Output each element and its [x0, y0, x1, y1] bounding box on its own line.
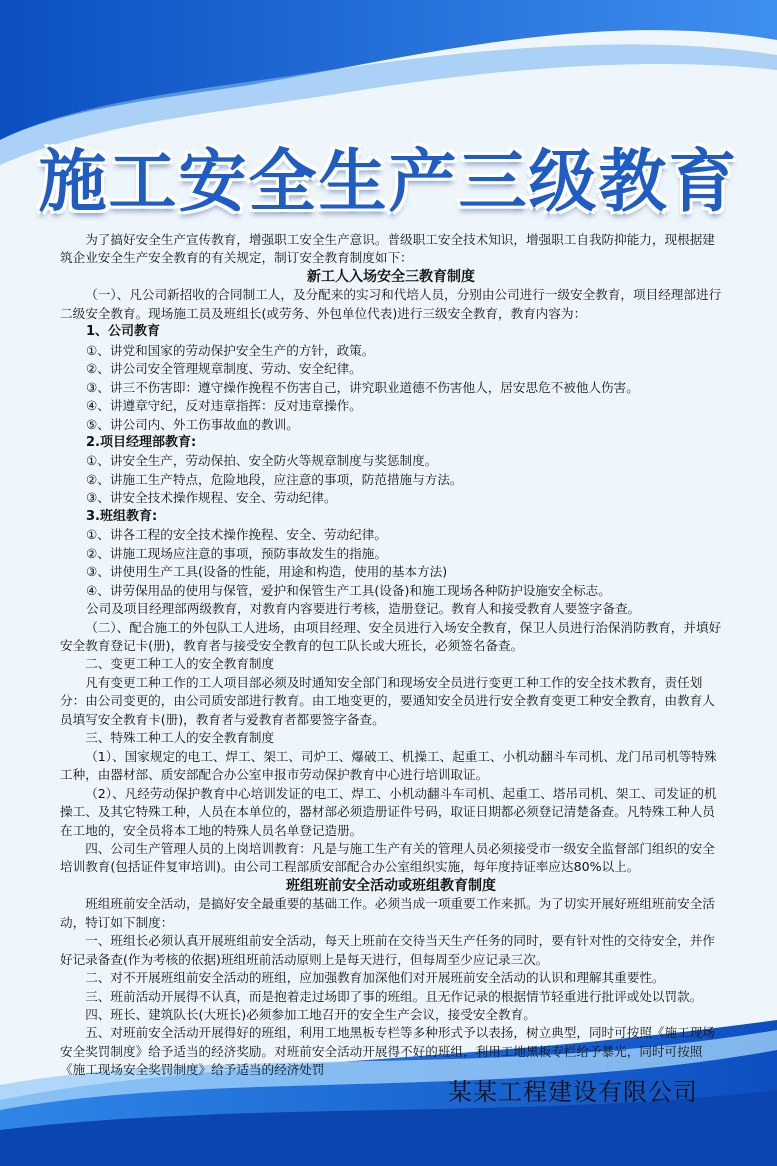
paragraph: 四、班长、建筑队长(大班长)必须参加工地召开的安全生产会议，接受安全教育。 — [85, 1007, 536, 1023]
list-item: ①、讲各工程的安全技术操作挽程、安全、劳动纪律。 — [86, 527, 387, 543]
paragraph: 班组班前安全活动，是搞好安全最重要的基础工作。必须当成一项重要工作来抓。为了切实开展好班组班前安全活动，特订如下制度： — [60, 896, 715, 930]
section-heading: 班组班前安全活动或班组教育制度 — [286, 877, 496, 894]
subsection-heading: 1、公司教育 — [86, 324, 161, 340]
subsection-heading: 2.项目经理部教育: — [86, 434, 197, 450]
list-item: ③、讲使用生产工具(设备的性能，用途和构造，使用的基本方法) — [86, 564, 448, 580]
list-item: ③、讲三不伤害即：遵守操作挽程不伤害自己，讲究职业道德不伤害他人，居安思危不被他人伤害。 — [86, 379, 639, 395]
list-item: ④、讲遵章守纪，反对违章指挥：反对违章操作。 — [86, 398, 362, 414]
paragraph: 四、公司生产管理人员的上岗培训教育：凡是与施工生产有关的管理人员必须接受市一级安全监督部门组织的安全培训教育(包括证件复审培训)。由公司工程部质安部配合办公室组织实施，每年度持证率应达80%以上。 — [60, 840, 715, 875]
list-item: ①、讲安全生产，劳动保拍、安全防火等规章制度与奖惩制度。 — [86, 453, 438, 469]
paragraph: 凡有变更工种工作的工人项目部必须及时通知安全部门和现场安全员进行变更工种工作的安全技术教育，责任划分：由公司变更的，由公司质安部进行教育。由工地变更的，要通知安全员进行安全教育变更工种安全教育，由教育人员填写安全教育卡(册)，教育者与爱教育者都要签字备查。 — [60, 674, 715, 727]
list-item: ②、讲公司安全管理规章制度、劳动、安全纪律。 — [86, 361, 362, 377]
paragraph: 二、变更工种工人的安全教育制度 — [85, 656, 275, 672]
paragraph: （一）、凡公司新招收的合同制工人，及分配来的实习和代培人员，分别由公司进行一级安全教育，项目经理部进行二级安全教育。现场施工员及班组长(或劳务、外包单位代表)进行三级安全教育，教育内容为： — [60, 287, 722, 321]
paragraph: 为了搞好安全生产宣传教育，增强职工安全生产意识。普级职工安全技术知识，增强职工自我防抑能力，现根据建筑企业安全生产安全教育的有关规定，制订安全教育制度如下： — [60, 232, 715, 266]
poster-title: 施工安全生产三级教育 — [38, 143, 739, 222]
company-name: 某某工程建设有限公司 — [448, 1078, 698, 1106]
paragraph: （1）、国家规定的电工、焊工、架工、司炉工、爆破工、机操工、起重工、小机动翻斗车司机、龙门吊司机等特殊工种，由器材部、质安部配合办公室申报市劳动保护教育中心进行培训取证。 — [60, 748, 717, 783]
list-item: ⑤、讲公司内、外工伤事故血的教训。 — [86, 416, 299, 432]
list-item: ②、讲施工生产特点，危险地段，应注意的事项，防范措施与方法。 — [86, 471, 463, 487]
paragraph: 二、对不开展班组前安全活动的班组，应加强教育加深他们对开展班前安全活动的认识和理解其重要性。 — [85, 970, 665, 986]
subsection-heading: 3.班组教育: — [86, 508, 158, 524]
list-item: ④、讲劳保用品的使用与保管，爱护和保管生产工具(设备)和施工现场各种防护设施安全标志。 — [86, 582, 611, 598]
list-item: ③、讲安全技术操作规程、安全、劳动纪律。 — [86, 490, 337, 506]
poster-body — [60, 231, 722, 1080]
paragraph: （2）、凡经劳动保护教育中心培训发证的电工、焊工、小机动翻斗车司机、起重工、塔吊司机、架工、司发证的机操工、及其它特殊工种，人员在本单位的，器材部必须造册证件号码，取证日期都必须登记清楚备查。凡特殊工种人员在工地的，安全员将本工地的特殊人员名单登记造册。 — [60, 785, 717, 838]
list-item: ②、讲施工现场应注意的事项，预防事故发生的指施。 — [86, 545, 387, 561]
section-heading: 新工人入场安全三教育制度 — [307, 268, 475, 285]
paragraph: 三、特殊工种工人的安全教育制度 — [85, 730, 275, 746]
paragraph: 五、对班前安全活动开展得好的班组，利用工地黑板专栏等多种形式予以表扬，树立典型，同时可按照《施工现场安全奖罚制度》给予适当的经济奖励。对班前安全活动开展得不好的班组，利用工地黑板专栏给予暴光，同时可按照《施工现场安全奖罚制度》给予适当的经济处罚 — [60, 1025, 715, 1078]
list-item: 公司及项目经理部两级教育，对教育内容要进行考核，造册登记。教育人和接受教育人要签字备查。 — [86, 601, 641, 617]
paragraph: 一、班组长必须认真开展班组前安全活动，每天上班前在交待当天生产任务的同时，要有针对性的交待安全，并作好记录备查(作为考核的依据)班组班前活动原则上是每天进行，但每周至少应记录三次。 — [60, 933, 715, 967]
paragraph: （二）、配合施工的外包队工人进场，由项目经理、安全员进行入场安全教育，保卫人员进行治保消防教育，并填好安全教育登记卡(册)，教育者与接受安全教育的包工队长或大班长，必须签名备查。 — [60, 619, 722, 653]
paragraph: 三、班前活动开展得不认真，而是抱着走过场即了事的班组。且无作记录的根据情节轻重进行批评或处以罚款。 — [85, 988, 703, 1004]
list-item: ①、讲党和国家的劳动保护安全生产的方针，政策。 — [86, 342, 375, 358]
